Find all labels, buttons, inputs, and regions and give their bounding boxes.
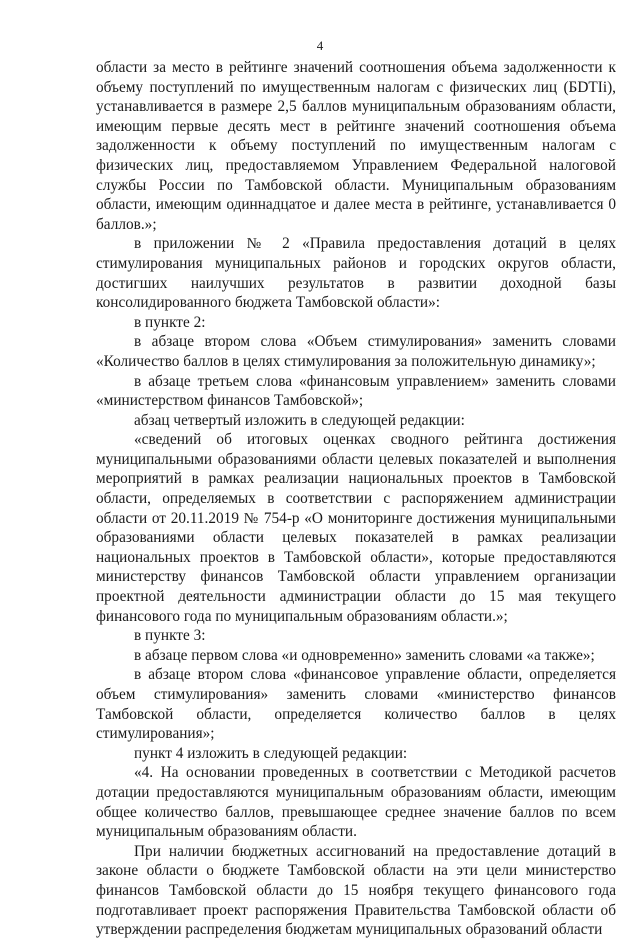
paragraph: в абзаце втором слова «Объем стимулирования» заменить словами «Количество баллов в целях стимулирования за положительную динамику»; [96,333,616,370]
paragraph: в абзаце третьем слова «финансовым управлением» заменить словами «министерством финансов Тамбовской»; [96,372,616,410]
paragraph: абзац четвертый изложить в следующей редакции: [134,411,465,429]
paragraph: в абзаце втором слова «финансовое управление области, определяется объем стимулирования» заменить словами «министерство финансов Тамбовской области, определяется количество баллов в целях стимулирования»; [96,666,616,743]
paragraph: «сведений об итоговых оценках сводного рейтинга достижения муниципальными образованиями области целевых показателей и выполнения мероприятий в рамках реализации национальных проектов в Тамбовской области, определяемых в соответствии с распоряжением администрации области от 20.11.2019 № 754-р «О мониторинге достижения муниципальными образованиями области целевых показателей в рамках реализации национальных проектов в Тамбовской области», которые предоставляются министерству финансов Тамбовской области управлением организации проектной деятельности администрации области до 15 мая текущего финансового года по муниципальным образованиям области.»; [96,431,616,625]
paragraph: в пункте 3: [134,627,206,645]
paragraph: в пункте 2: [134,313,206,331]
paragraph: области за место в рейтинге значений соотношения объема задолженности к объему поступлений по имущественным налогам с физических лиц (БDTIi), устанавливается в размере 2,5 баллов муниципальным образованиям области, имеющим первые десять мест в рейтинге значений соотношения объема задолженности к объему поступлений по имущественным налогам с физических лиц, предоставляемом Управлением Федеральной налоговой службы России по Тамбовской области. Муниципальным образованиям области, имеющим одиннадцатое и далее места в рейтинге, устанавливается 0 баллов.»; [96,59,616,233]
paragraph: При наличии бюджетных ассигнований на предоставление дотаций в законе области о бюджете Тамбовской области на эти цели министерство финансов Тамбовской области до 15 ноября текущего финансового года подготавливает проект распоряжения Правительства Тамбовской области об утверждении распределения бюджетам муниципальных образований области [96,842,616,939]
page-number: 4 [316,38,324,53]
paragraph: «4. На основании проведенных в соответствии с Методикой расчетов дотации предоставляются муниципальным образованиям области, имеющим общее количество баллов, превышающее среднее значение баллов по всем муниципальным образованиям области. [96,764,616,841]
paragraph: в абзаце первом слова «и одновременно» заменить словами «а также»; [134,646,595,664]
paragraph: пункт 4 изложить в следующей редакции: [134,744,408,762]
paragraph: в приложении № 2 «Правила предоставления дотаций в целях стимулирования муниципальных районов и городских округов области, достигших наилучших результатов в развитии доходной базы консолидированного бюджета Тамбовской области»: [96,235,616,312]
document-body [96,58,616,940]
